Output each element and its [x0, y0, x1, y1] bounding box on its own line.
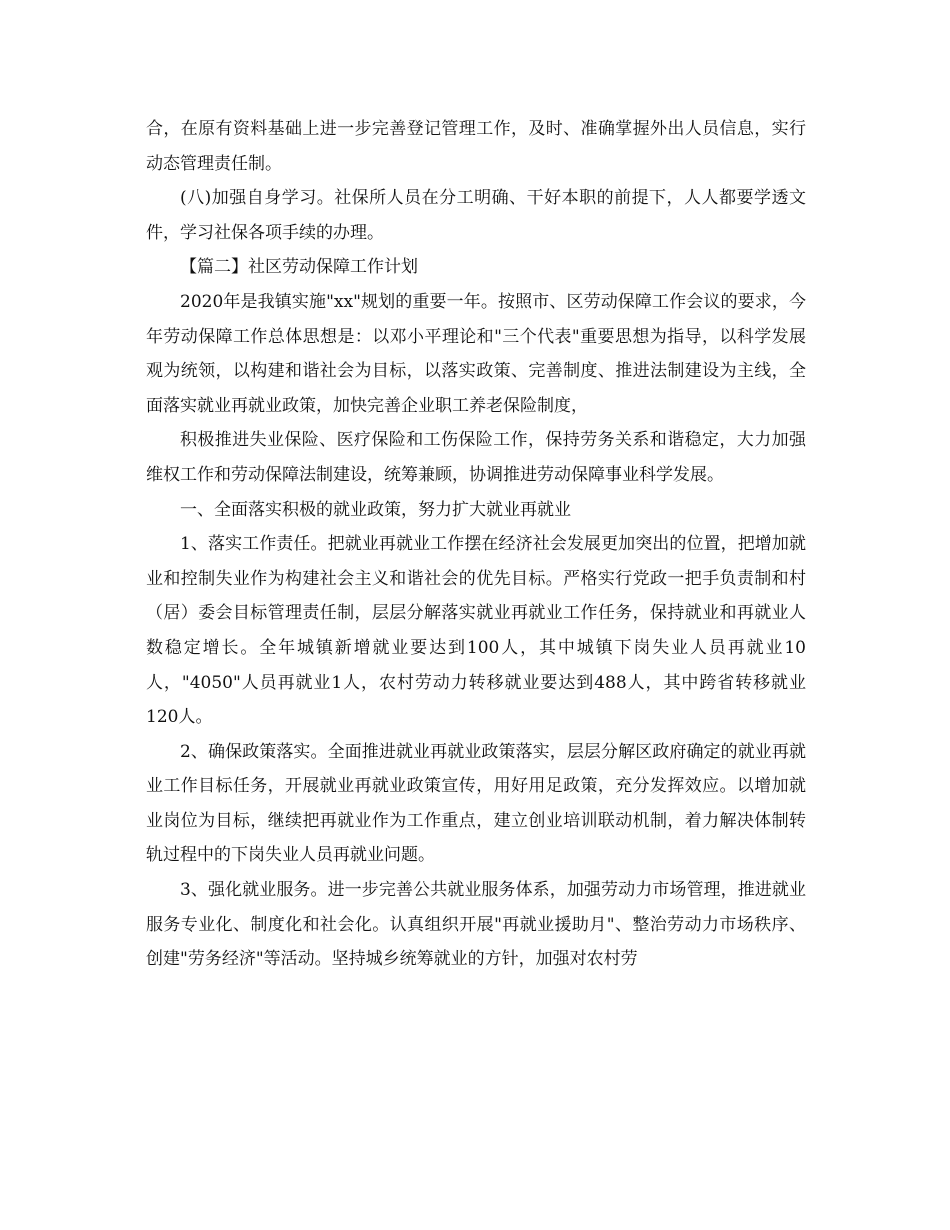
paragraph-item-3: 3、强化就业服务。进一步完善公共就业服务体系，加强劳动力市场管理，推进就业服务专业化、制度化和社会化。认真组织开展"再就业援助月"、整治劳动力市场秩序、创建"劳务经济"等活动。坚持城乡统筹就业的方针，加强对农村劳: [146, 880, 806, 970]
paragraph-item-2: 2、确保政策落实。全面推进就业再就业政策落实，层层分解区政府确定的就业再就业工作目标任务，开展就业再就业政策宣传，用好用足政策，充分发挥效应。以增加就业岗位为目标，继续把再就业作为工作重点，建立创业培训联动机制，着力解决体制转轨过程中的下岗失业人员再就业问题。: [146, 741, 806, 866]
paragraph-continuation: 合，在原有资料基础上进一步完善登记管理工作，及时、准确掌握外出人员信息，实行动态管理责任制。: [146, 119, 806, 174]
paragraph-self-study: (八)加强自身学习。社保所人员在分工明确、干好本职的前提下，人人都要学透文件，学习社保各项手续的办理。: [146, 188, 806, 243]
paragraph-item-1: 1、落实工作责任。把就业再就业工作摆在经济社会发展更加突出的位置，把增加就业和控制失业作为构建社会主义和谐社会的优先目标。严格实行党政一把手负责制和村（居）委会目标管理责任制，层层分解落实就业再就业工作任务，保持就业和再就业人数稳定增长。全年城镇新增就业要达到100人，其中城镇下岗失业人员再就业10人，"4050"人员再就业1人，农村劳动力转移就业要达到488人，其中跨省转移就业120人。: [146, 534, 806, 728]
paragraph-intro-continued: 积极推进失业保险、医疗保险和工伤保险工作，保持劳务关系和谐稳定，大力加强维权工作和劳动保障法制建设，统筹兼顾，协调推进劳动保障事业科学发展。: [146, 430, 806, 485]
section-heading-part-two: 【篇二】社区劳动保障工作计划: [180, 257, 418, 278]
paragraph-intro: 2020年是我镇实施"xx"规划的重要一年。按照市、区劳动保障工作会议的要求，今年劳动保障工作总体思想是：以邓小平理论和"三个代表"重要思想为指导，以科学发展观为统领，以构建和谐社会为目标，以落实政策、完善制度、推进法制建设为主线，全面落实就业再就业政策，加快完善企业职工养老保险制度，: [146, 291, 806, 416]
document-body: [146, 112, 806, 977]
section-heading-one: 一、全面落实积极的就业政策，努力扩大就业再就业: [180, 499, 571, 520]
